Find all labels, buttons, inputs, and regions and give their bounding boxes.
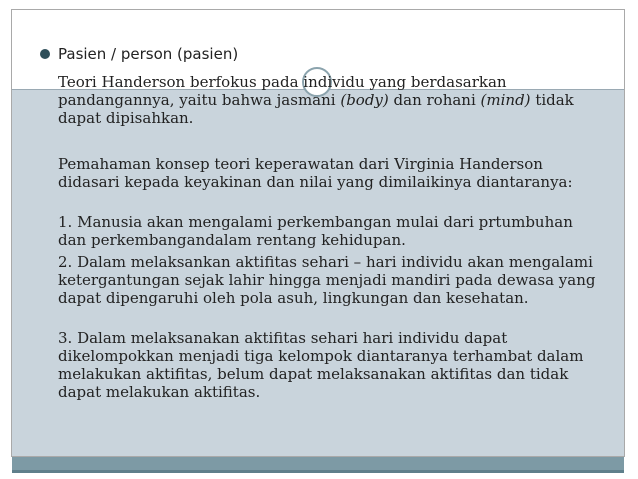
- bullet-heading: [40, 45, 238, 63]
- bullet-icon: [40, 49, 50, 59]
- mind-term: (mind): [480, 91, 531, 109]
- concept-paragraph: Pemahaman konsep teori keperawatan dari Virginia Handerson didasari kepada keyakinan dan nilai yang dimilaikinya diantaranya:: [58, 155, 573, 191]
- point-1-paragraph: 1. Manusia akan mengalami perkembangan mulai dari prtumbuhan dan perkembangandalam rentang kehidupan.: [58, 213, 573, 249]
- point-2-paragraph: 2. Dalam melaksankan aktifitas sehari – hari individu akan mengalami ketergantungan sejak lahir hingga menjadi mandiri pada dewasa yang dapat dipengaruhi oleh pola asuh, lingkungan dan kesehatan.: [58, 253, 596, 307]
- intro-paragraph: Teori Handerson berfokus pada individu yang berdasarkan pandangannya, yaitu bahwa jasmani (body) dan rohani (mind) tidak dapat dipisahkan.: [58, 73, 574, 127]
- body-term: (body): [340, 91, 389, 109]
- bullet-heading-text: Pasien / person (pasien): [58, 45, 239, 63]
- point-3-paragraph: 3. Dalam melaksanakan aktifitas sehari hari individu dapat dikelompokkan menjadi tiga kelompok diantaranya terhambat dalam melakukan aktifitas, belum dapat melaksanakan aktifitas dan tidak dapat melakukan aktifitas.: [58, 329, 584, 401]
